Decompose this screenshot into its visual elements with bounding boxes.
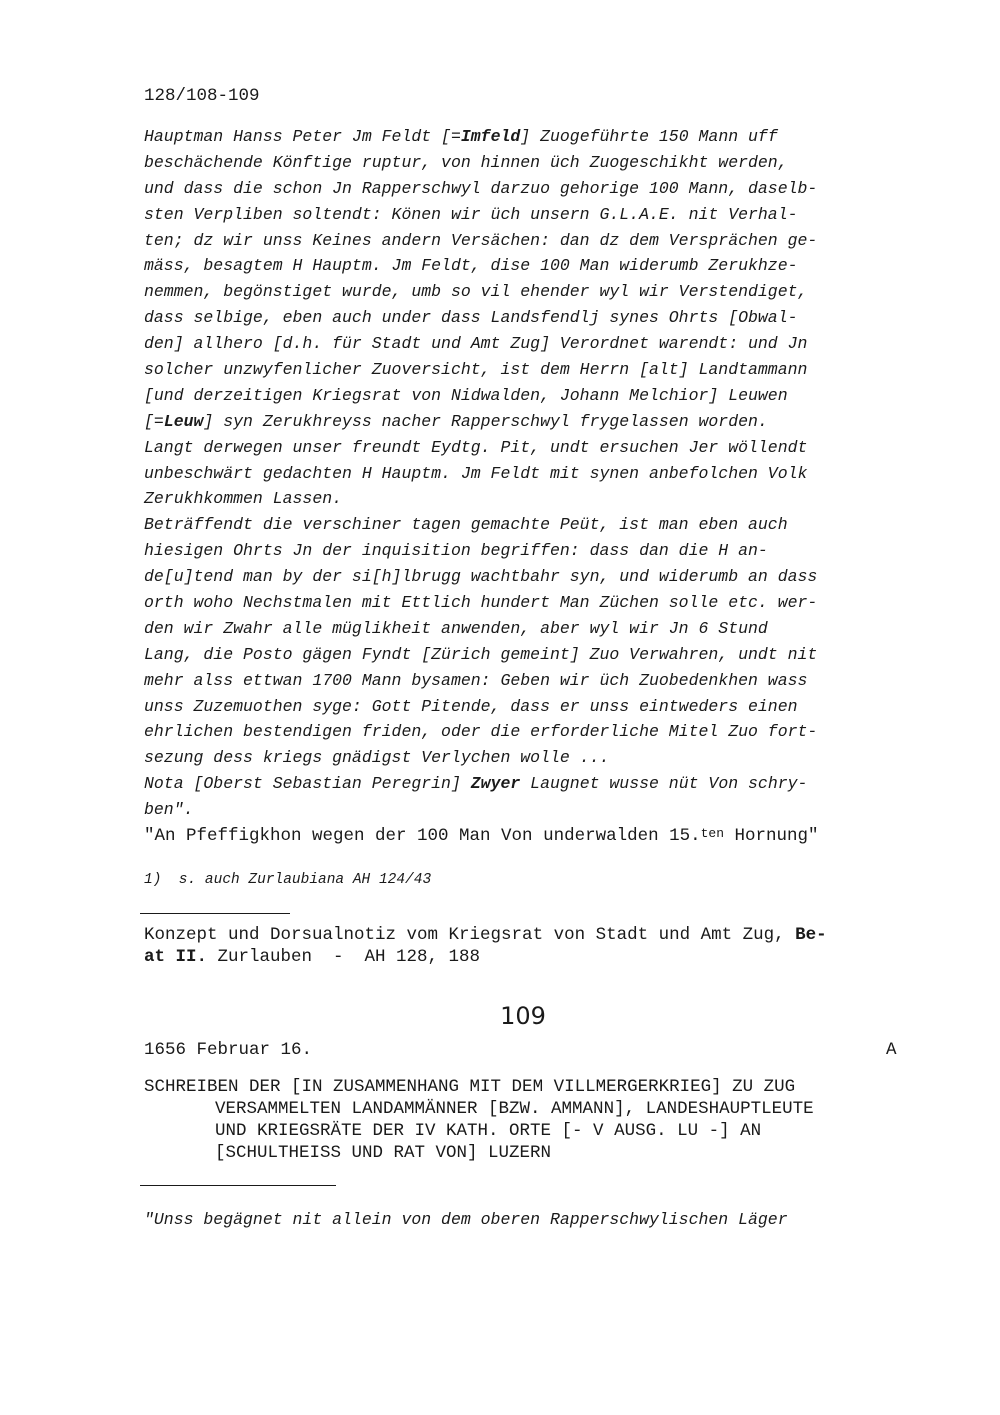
letter-line bbox=[144, 409, 934, 435]
letter-line bbox=[144, 124, 934, 150]
source-note bbox=[144, 924, 934, 968]
letter-text-segment: orth woho Nechstmalen mit Ettlich hundert Man Züchen solle etc. wer- bbox=[144, 593, 818, 613]
letter-text-segment: unss Zuzemuothen syge: Gott Pitende, dass er unss eintweders einen bbox=[144, 696, 798, 716]
letter-line bbox=[144, 383, 934, 409]
letter-line bbox=[144, 616, 934, 642]
letter-text-segment: mehr alss ettwan 1700 Mann bysamen: Geben wir üch Zuobedenkhen wass bbox=[144, 670, 808, 690]
letter-text-segment: und dass die schon Jn Rapperschwyl darzuo gehorige 100 Mann, daselb- bbox=[144, 178, 818, 198]
dorsual-note-text: "An Pfeffigkhon wegen der 100 Man Von underwalden 15. bbox=[144, 826, 701, 846]
footnote: 1) s. auch Zurlaubiana AH 124/43 bbox=[144, 872, 432, 888]
regest-line: UND KRIEGSRÄTE DER IV KATH. ORTE [- V AUSG. LU -] AN bbox=[215, 1121, 762, 1141]
letter-line bbox=[144, 331, 934, 357]
source-note-archive: Zurlauben - AH 128, 188 bbox=[207, 947, 481, 967]
source-note-author-cont: at II. bbox=[144, 947, 208, 967]
letter-line bbox=[144, 279, 934, 305]
letter-text-segment: Hauptman Hanss Peter Jm Feldt [= bbox=[144, 127, 461, 146]
letter-line bbox=[144, 668, 934, 694]
document-incipit: "Unss begägnet nit allein von dem oberen Rapperschwylischen Läger bbox=[144, 1210, 788, 1229]
dorsual-note bbox=[144, 826, 819, 846]
regest-line: [SCHULTHEISS UND RAT VON] LUZERN bbox=[215, 1143, 552, 1163]
letter-line bbox=[144, 590, 934, 616]
letter-line bbox=[144, 797, 934, 823]
letter-line bbox=[144, 564, 934, 590]
letter-line bbox=[144, 357, 934, 383]
letter-name-bold: Leuw bbox=[163, 411, 204, 431]
letter-text-segment: Lang, die Posto gägen Fyndt [Zürich gemeint] Zuo Verwahren, undt nit bbox=[144, 644, 818, 664]
letter-text-segment: den] allhero [d.h. für Stadt und Amt Zug] Verordnet warendt: und Jn bbox=[144, 334, 808, 354]
dorsual-note-superscript: ten bbox=[700, 826, 724, 841]
source-note-line-2 bbox=[144, 946, 934, 968]
letter-line bbox=[144, 642, 934, 668]
letter-line bbox=[144, 435, 934, 461]
letter-text-segment: den wir Zwahr alle müglikheit anwenden, aber wyl wir Jn 6 Stund bbox=[144, 618, 768, 638]
letter-name-bold: Imfeld bbox=[460, 127, 521, 146]
source-note-text: Konzept und Dorsualnotiz vom Kriegsrat von Stadt und Amt Zug, bbox=[144, 925, 796, 945]
letter-text-segment: solcher unzwyfenlicher Zuoversicht, ist dem Herrn [alt] Landtammann bbox=[144, 360, 808, 380]
letter-line bbox=[144, 253, 934, 279]
letter-text-segment: sezung dess kriegs gnädigst Verlychen wolle ... bbox=[144, 748, 610, 768]
letter-line bbox=[144, 512, 934, 538]
regest-separator bbox=[140, 1185, 336, 1186]
letter-text-segment: beschächende Könftige ruptur, von hinnen üch Zuogeschikht werden, bbox=[144, 152, 788, 172]
document-date: 1656 Februar 16. bbox=[144, 1040, 313, 1060]
letter-text-segment: ehrlichen bestendigen friden, oder die erforderliche Mitel Zuo fort- bbox=[144, 722, 818, 742]
letter-line bbox=[144, 694, 934, 720]
document-number: 109 bbox=[500, 1002, 546, 1030]
letter-text-segment: ten; dz wir unss Keines andern Versächen: dan dz dem Versprächen ge- bbox=[144, 230, 818, 250]
letter-line bbox=[144, 202, 934, 228]
letter-text-segment: Zerukhkommen Lassen. bbox=[144, 489, 343, 509]
dorsual-note-end: Hornung" bbox=[724, 826, 819, 846]
letter-text-segment: [und derzeitigen Kriegsrat von Nidwalden, Johann Melchior] Leuwen bbox=[144, 385, 788, 405]
letter-text-segment: [= bbox=[144, 411, 164, 431]
letter-line bbox=[144, 305, 934, 331]
letter-text-segment: ben". bbox=[144, 800, 194, 820]
letter-line bbox=[144, 771, 934, 797]
letter-text-segment: sten Verpliben soltendt: Könen wir üch unsern G.L.A.E. nit Verhal- bbox=[144, 204, 798, 224]
letter-line bbox=[144, 486, 934, 512]
footnote-separator bbox=[140, 913, 290, 914]
letter-text-segment: unbeschwärt gedachten H Hauptm. Jm Feldt mit synen anbefolchen Volk bbox=[144, 463, 808, 483]
letter-text-segment: de[u]tend man by der si[h]lbrugg wachtbahr syn, und widerumb an dass bbox=[144, 567, 818, 587]
letter-text-segment: hiesigen Ohrts Jn der inquisition begriffen: dass dan die H an- bbox=[144, 541, 768, 561]
letter-text-segment: Langt derwegen unser freundt Eydtg. Pit, undt ersuchen Jer wöllendt bbox=[144, 437, 808, 457]
letter-text-segment: Nota [Oberst Sebastian Peregrin] bbox=[144, 774, 471, 794]
letter-text-segment: nemmen, begönstiget wurde, umb so vil ehender wyl wir Verstendiget, bbox=[144, 282, 808, 302]
source-note-author: Be- bbox=[795, 925, 827, 945]
letter-text-segment: dass selbige, eben auch under dass Landsfendlj synes Ohrts [Obwal- bbox=[144, 308, 798, 328]
regest-line: VERSAMMELTEN LANDAMMÄNNER [BZW. AMMANN], LANDESHAUPTLEUTE bbox=[215, 1099, 814, 1119]
document-regest bbox=[144, 1076, 944, 1164]
letter-text-segment: Laugnet wusse nüt Von schry- bbox=[520, 774, 808, 794]
letter-name-bold: Zwyer bbox=[470, 774, 521, 794]
letter-text-segment: Beträffendt die verschiner tagen gemachte Peüt, ist man eben auch bbox=[144, 515, 788, 535]
letter-text-segment: ] Zuogeführte 150 Mann uff bbox=[520, 127, 778, 146]
letter-line bbox=[144, 538, 934, 564]
document-type: A bbox=[886, 1040, 897, 1060]
letter-line bbox=[144, 150, 934, 176]
letter-text-segment: ] syn Zerukhreyss nacher Rapperschwyl frygelassen worden. bbox=[203, 411, 768, 431]
page-reference: 128/108-109 bbox=[144, 86, 260, 106]
letter-text-segment: mäss, besagtem H Hauptm. Jm Feldt, dise 100 Man widerumb Zerukhze- bbox=[144, 256, 798, 276]
letter-line bbox=[144, 719, 934, 745]
letter-text bbox=[144, 124, 934, 823]
letter-line bbox=[144, 228, 934, 254]
letter-line bbox=[144, 176, 934, 202]
regest-line: SCHREIBEN DER [IN ZUSAMMENHANG MIT DEM VILLMERGERKRIEG] ZU ZUG bbox=[144, 1077, 796, 1097]
letter-line bbox=[144, 461, 934, 487]
letter-line bbox=[144, 745, 934, 771]
source-note-line-1 bbox=[144, 924, 934, 946]
